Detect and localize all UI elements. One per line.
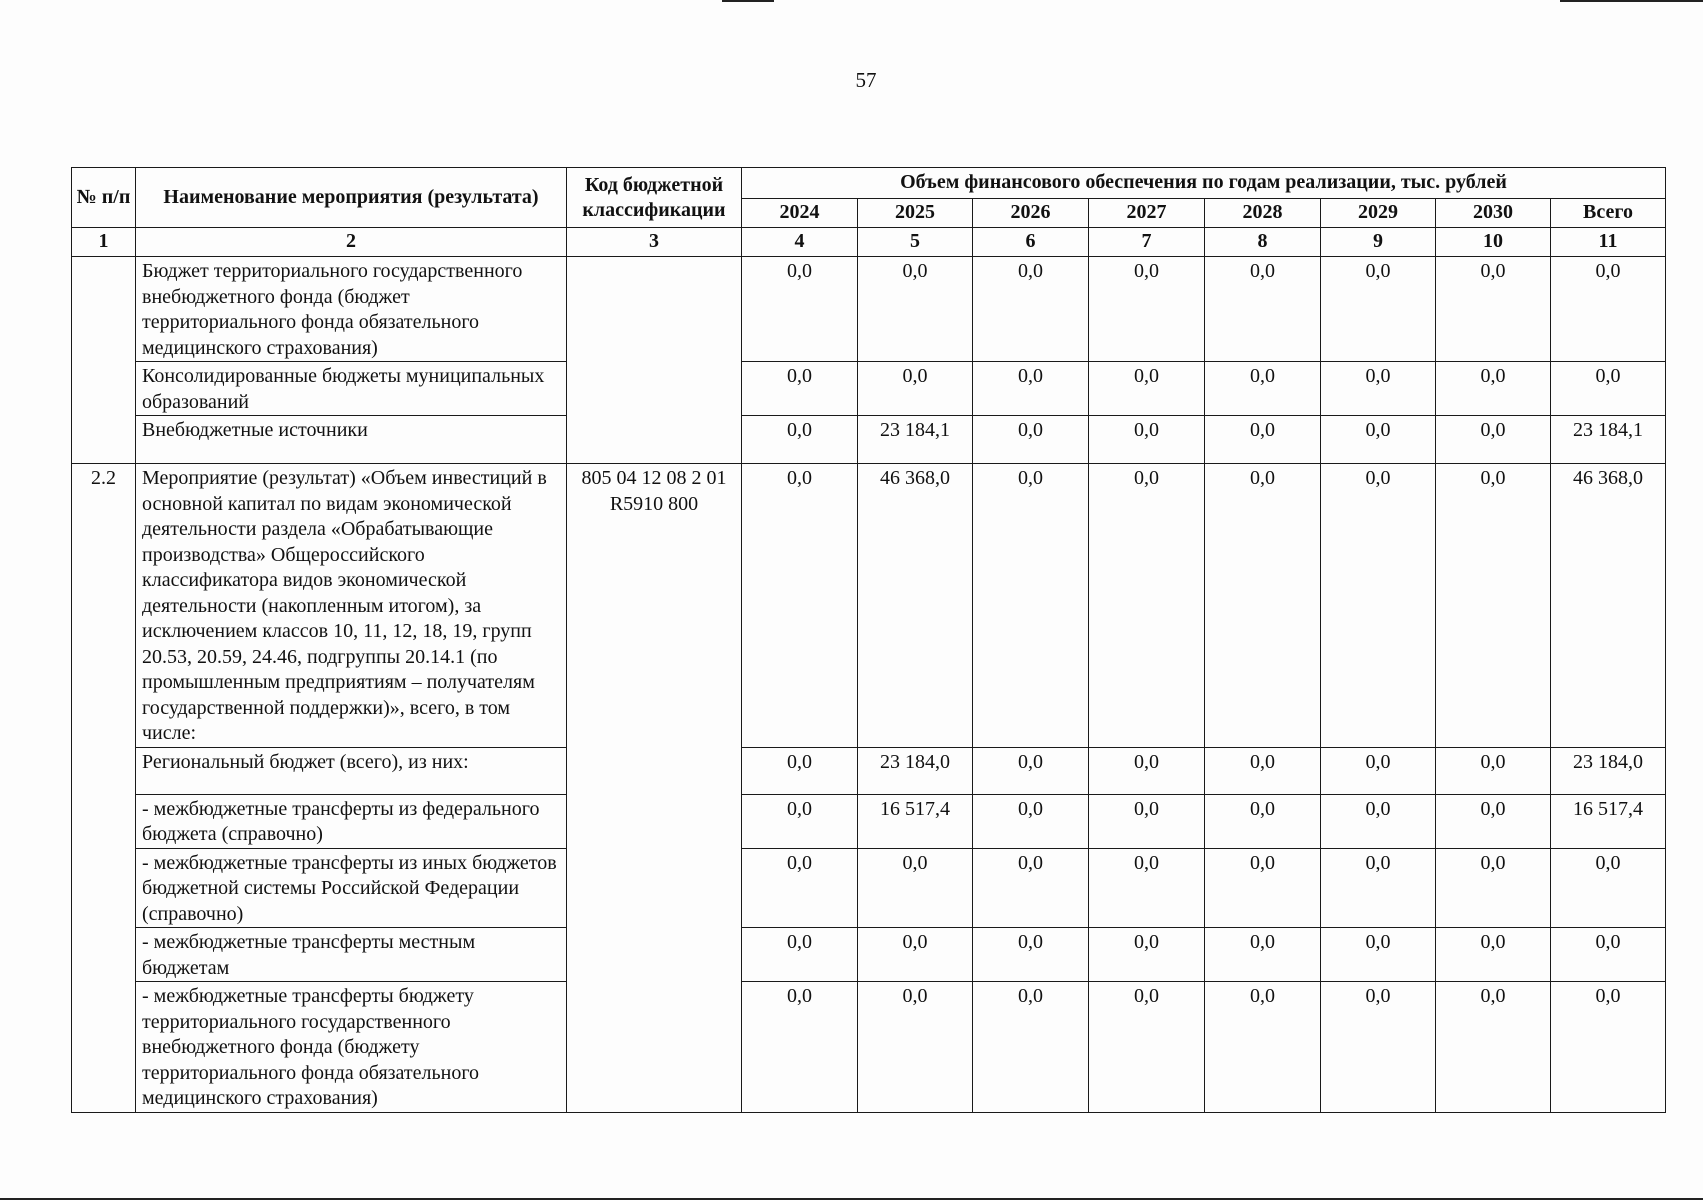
amount-cell: 0,0 bbox=[1205, 928, 1321, 982]
amount-cell: 0,0 bbox=[1436, 794, 1551, 848]
table-row bbox=[72, 416, 1666, 464]
row-name: - межбюджетные трансферты бюджету территориального государственного внебюджетного фонда (бюджету территориального фонда обязательного медицинского страхования) bbox=[136, 982, 567, 1113]
amount-cell: 0,0 bbox=[1089, 747, 1205, 794]
amount-cell: 0,0 bbox=[742, 464, 858, 748]
column-number: 10 bbox=[1436, 228, 1551, 257]
table-row bbox=[72, 747, 1666, 794]
row-name: - межбюджетные трансферты из федерального бюджета (справочно) bbox=[136, 794, 567, 848]
header-year: 2028 bbox=[1205, 199, 1321, 228]
amount-cell: 0,0 bbox=[1436, 982, 1551, 1113]
amount-cell: 0,0 bbox=[1089, 794, 1205, 848]
header-year: 2024 bbox=[742, 199, 858, 228]
amount-cell: 46 368,0 bbox=[858, 464, 973, 748]
amount-cell: 0,0 bbox=[858, 362, 973, 416]
table-row bbox=[72, 982, 1666, 1113]
column-number: 8 bbox=[1205, 228, 1321, 257]
amount-cell: 0,0 bbox=[1321, 416, 1436, 464]
amount-cell: 0,0 bbox=[1321, 747, 1436, 794]
scan-line-top-left bbox=[722, 0, 774, 2]
amount-cell: 0,0 bbox=[858, 848, 973, 928]
header-year: 2029 bbox=[1321, 199, 1436, 228]
amount-cell: 46 368,0 bbox=[1551, 464, 1666, 748]
row-name: Региональный бюджет (всего), из них: bbox=[136, 747, 567, 794]
amount-cell: 0,0 bbox=[1321, 982, 1436, 1113]
amount-cell: 0,0 bbox=[1551, 362, 1666, 416]
amount-cell: 0,0 bbox=[1321, 928, 1436, 982]
amount-cell: 0,0 bbox=[1551, 848, 1666, 928]
amount-cell: 23 184,0 bbox=[858, 747, 973, 794]
amount-cell: 0,0 bbox=[973, 794, 1089, 848]
table-row bbox=[72, 794, 1666, 848]
column-number: 5 bbox=[858, 228, 973, 257]
amount-cell: 0,0 bbox=[1205, 982, 1321, 1113]
amount-cell: 0,0 bbox=[1089, 257, 1205, 362]
amount-cell: 0,0 bbox=[1436, 848, 1551, 928]
amount-cell: 0,0 bbox=[1089, 982, 1205, 1113]
amount-cell: 0,0 bbox=[742, 257, 858, 362]
header-year: 2027 bbox=[1089, 199, 1205, 228]
amount-cell: 0,0 bbox=[1321, 362, 1436, 416]
header-year: 2026 bbox=[973, 199, 1089, 228]
table-row bbox=[72, 928, 1666, 982]
amount-cell: 0,0 bbox=[1436, 928, 1551, 982]
amount-cell: 0,0 bbox=[1089, 362, 1205, 416]
amount-cell: 16 517,4 bbox=[858, 794, 973, 848]
financing-table bbox=[71, 167, 1666, 1113]
budget-code: 805 04 12 08 2 01 R5910 800 bbox=[567, 464, 742, 1113]
amount-cell: 0,0 bbox=[1436, 747, 1551, 794]
amount-cell: 16 517,4 bbox=[1551, 794, 1666, 848]
amount-cell: 0,0 bbox=[1205, 794, 1321, 848]
amount-cell: 0,0 bbox=[973, 982, 1089, 1113]
header-year: 2025 bbox=[858, 199, 973, 228]
amount-cell: 0,0 bbox=[1436, 464, 1551, 748]
row-name: - межбюджетные трансферты из иных бюджетов бюджетной системы Российской Федерации (справочно) bbox=[136, 848, 567, 928]
amount-cell: 0,0 bbox=[1321, 257, 1436, 362]
amount-cell: 0,0 bbox=[1321, 794, 1436, 848]
row-name: - межбюджетные трансферты местным бюджетам bbox=[136, 928, 567, 982]
amount-cell: 0,0 bbox=[973, 257, 1089, 362]
row-name: Бюджет территориального государственного внебюджетного фонда (бюджет территориального фонда обязательного медицинского страхования) bbox=[136, 257, 567, 362]
amount-cell: 0,0 bbox=[1436, 362, 1551, 416]
amount-cell: 0,0 bbox=[1551, 928, 1666, 982]
amount-cell: 0,0 bbox=[1089, 928, 1205, 982]
row-name: Мероприятие (результат) «Объем инвестиций в основной капитал по видам экономической деятельности раздела «Обрабатывающие производства» Общероссийского классификатора видов экономической деятельности (накопленным итогом), за исключением классов 10, 11, 12, 18, 19, групп 20.53, 20.59, 24.46, подгруппы 20.14.1 (по промышленным предприятиям – получателям государственной поддержки)», всего, в том числе: bbox=[136, 464, 567, 748]
amount-cell: 0,0 bbox=[858, 982, 973, 1113]
column-number: 2 bbox=[136, 228, 567, 257]
column-number: 1 bbox=[72, 228, 136, 257]
budget-code bbox=[567, 257, 742, 464]
amount-cell: 0,0 bbox=[1089, 464, 1205, 748]
table-row bbox=[72, 848, 1666, 928]
header-number: № п/п bbox=[72, 168, 136, 228]
amount-cell: 0,0 bbox=[973, 416, 1089, 464]
amount-cell: 0,0 bbox=[1436, 416, 1551, 464]
amount-cell: 0,0 bbox=[742, 928, 858, 982]
amount-cell: 0,0 bbox=[1436, 257, 1551, 362]
amount-cell: 0,0 bbox=[973, 928, 1089, 982]
amount-cell: 0,0 bbox=[973, 362, 1089, 416]
amount-cell: 0,0 bbox=[858, 928, 973, 982]
amount-cell: 23 184,0 bbox=[1551, 747, 1666, 794]
amount-cell: 0,0 bbox=[1205, 848, 1321, 928]
scan-line-top-right bbox=[1560, 0, 1703, 2]
amount-cell: 0,0 bbox=[1205, 747, 1321, 794]
row-name: Внебюджетные источники bbox=[136, 416, 567, 464]
amount-cell: 0,0 bbox=[742, 747, 858, 794]
amount-cell: 0,0 bbox=[742, 982, 858, 1113]
amount-cell: 0,0 bbox=[742, 848, 858, 928]
amount-cell: 0,0 bbox=[1321, 848, 1436, 928]
amount-cell: 0,0 bbox=[742, 362, 858, 416]
amount-cell: 0,0 bbox=[742, 794, 858, 848]
amount-cell: 0,0 bbox=[1205, 362, 1321, 416]
amount-cell: 0,0 bbox=[742, 416, 858, 464]
amount-cell: 0,0 bbox=[1089, 848, 1205, 928]
column-number: 6 bbox=[973, 228, 1089, 257]
column-number: 7 bbox=[1089, 228, 1205, 257]
header-year: 2030 bbox=[1436, 199, 1551, 228]
amount-cell: 0,0 bbox=[858, 257, 973, 362]
amount-cell: 0,0 bbox=[973, 848, 1089, 928]
amount-cell: 0,0 bbox=[1551, 982, 1666, 1113]
row-index bbox=[72, 257, 136, 464]
amount-cell: 23 184,1 bbox=[858, 416, 973, 464]
table-row bbox=[72, 464, 1666, 748]
column-number: 9 bbox=[1321, 228, 1436, 257]
row-index: 2.2 bbox=[72, 464, 136, 1113]
amount-cell: 0,0 bbox=[1551, 257, 1666, 362]
column-number: 11 bbox=[1551, 228, 1666, 257]
header-year: Всего bbox=[1551, 199, 1666, 228]
header-name: Наименование мероприятия (результата) bbox=[136, 168, 567, 228]
amount-cell: 0,0 bbox=[1205, 416, 1321, 464]
amount-cell: 23 184,1 bbox=[1551, 416, 1666, 464]
page-number: 57 bbox=[855, 68, 877, 92]
column-number: 4 bbox=[742, 228, 858, 257]
amount-cell: 0,0 bbox=[973, 747, 1089, 794]
amount-cell: 0,0 bbox=[1205, 464, 1321, 748]
table-row bbox=[72, 362, 1666, 416]
table-row bbox=[72, 257, 1666, 362]
amount-cell: 0,0 bbox=[973, 464, 1089, 748]
header-code: Код бюджетной классификации bbox=[567, 168, 742, 228]
header-volume: Объем финансового обеспечения по годам реализации, тыс. рублей bbox=[742, 168, 1666, 199]
column-number: 3 bbox=[567, 228, 742, 257]
amount-cell: 0,0 bbox=[1321, 464, 1436, 748]
amount-cell: 0,0 bbox=[1205, 257, 1321, 362]
row-name: Консолидированные бюджеты муниципальных образований bbox=[136, 362, 567, 416]
amount-cell: 0,0 bbox=[1089, 416, 1205, 464]
